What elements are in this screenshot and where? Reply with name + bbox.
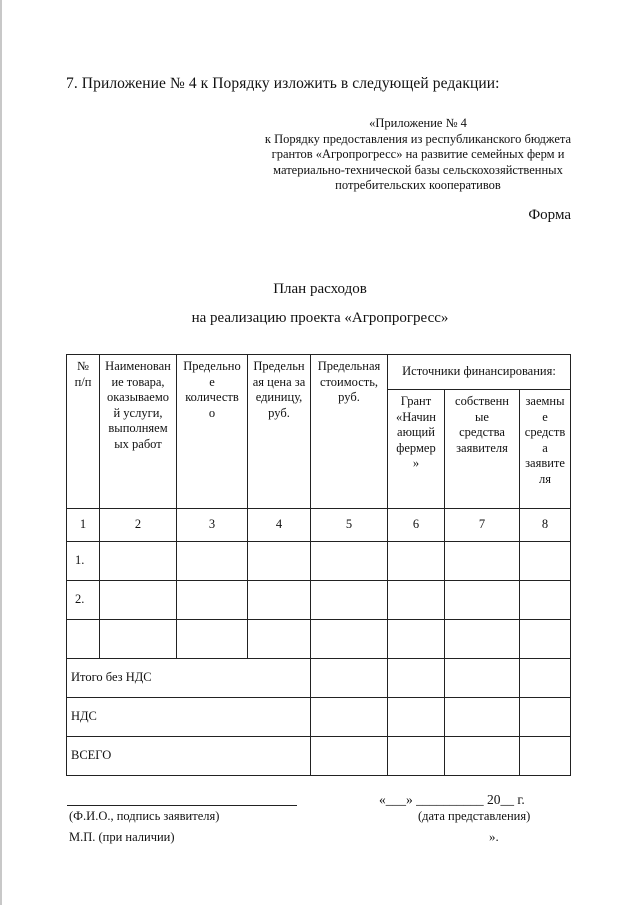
closing-quote: ».: [489, 829, 499, 844]
vat-label: НДС: [67, 698, 311, 737]
header-own-funds: собственн ые средства заявителя: [445, 390, 520, 509]
table-cell[interactable]: [520, 698, 571, 737]
table-row: [67, 620, 571, 659]
table-row: [67, 542, 571, 581]
table-cell[interactable]: [445, 620, 520, 659]
table-cell[interactable]: [445, 737, 520, 776]
table-cell[interactable]: [520, 620, 571, 659]
header-funding-sources: Источники финансирования:: [388, 355, 571, 390]
row-number: 2.: [67, 581, 100, 620]
date-caption: (дата представления): [418, 809, 531, 823]
table-cell[interactable]: [445, 698, 520, 737]
total-row: [67, 698, 571, 737]
column-number: 6: [388, 509, 445, 542]
document-title: План расходов: [273, 281, 367, 297]
table-cell[interactable]: [248, 542, 311, 581]
column-number: 1: [67, 509, 100, 542]
column-number: 5: [311, 509, 388, 542]
row-number: [67, 620, 100, 659]
column-number: 3: [177, 509, 248, 542]
table-cell[interactable]: [177, 620, 248, 659]
intro-paragraph: 7. Приложение № 4 к Порядку изложить в следующей редакции:: [66, 75, 500, 92]
table-cell[interactable]: [177, 581, 248, 620]
table-cell[interactable]: [388, 620, 445, 659]
header-loan-funds: заемны е средств а заявите ля: [520, 390, 571, 509]
table-cell[interactable]: [248, 581, 311, 620]
table-cell[interactable]: [311, 659, 388, 698]
signature-caption: (Ф.И.О., подпись заявителя): [69, 809, 220, 823]
header-name: Наименован ие товара, оказываемо й услуги, выполняем ых работ: [100, 355, 177, 509]
total-row: [67, 737, 571, 776]
column-number: 4: [248, 509, 311, 542]
column-number: 2: [100, 509, 177, 542]
appendix-header: [248, 116, 588, 194]
table-cell[interactable]: [311, 698, 388, 737]
appendix-line: к Порядку предоставления из республиканского бюджета: [264, 131, 572, 146]
table-cell[interactable]: [520, 737, 571, 776]
scan-edge: [0, 0, 2, 905]
date-field: «___» __________ 20__ г.: [379, 792, 525, 807]
header-unit-price: Предельн ая цена за единицу, руб.: [248, 355, 311, 509]
appendix-line: потребительских кооперативов: [335, 178, 501, 192]
table-cell[interactable]: [445, 542, 520, 581]
table-cell[interactable]: [445, 659, 520, 698]
header-grant: Грант «Начин ающий фермер »: [388, 390, 445, 509]
form-label: Форма: [528, 207, 571, 223]
total-row: [67, 659, 571, 698]
table-cell[interactable]: [100, 542, 177, 581]
table-cell[interactable]: [248, 620, 311, 659]
table-cell[interactable]: [100, 620, 177, 659]
table-cell[interactable]: [311, 542, 388, 581]
header-quantity: Предельно е количеств о: [177, 355, 248, 509]
table-cell[interactable]: [388, 659, 445, 698]
table-cell[interactable]: [177, 542, 248, 581]
table-cell[interactable]: [311, 620, 388, 659]
header-num: № п/п: [67, 355, 100, 509]
row-number: 1.: [67, 542, 100, 581]
table-cell[interactable]: [100, 581, 177, 620]
stamp-caption: М.П. (при наличии): [69, 830, 175, 844]
table-cell[interactable]: [445, 581, 520, 620]
table-cell[interactable]: [388, 737, 445, 776]
column-number-row: [67, 509, 571, 542]
document-subtitle: на реализацию проекта «Агропрогресс»: [191, 310, 449, 326]
table-row: [67, 581, 571, 620]
table-cell[interactable]: [520, 542, 571, 581]
table-cell[interactable]: [388, 698, 445, 737]
table-cell[interactable]: [388, 542, 445, 581]
column-number: 7: [445, 509, 520, 542]
total-without-vat-label: Итого без НДС: [67, 659, 311, 698]
table-cell[interactable]: [311, 737, 388, 776]
table-cell[interactable]: [520, 581, 571, 620]
table-cell[interactable]: [520, 659, 571, 698]
header-cost: Предельная стоимость, руб.: [311, 355, 388, 509]
appendix-title: «Приложение № 4: [369, 116, 467, 130]
appendix-line: материально-технической базы сельскохозяйственных: [273, 162, 563, 177]
expense-plan-table: [66, 354, 571, 776]
signature-line: [67, 805, 297, 806]
table-cell[interactable]: [311, 581, 388, 620]
column-number: 8: [520, 509, 571, 542]
grand-total-label: ВСЕГО: [67, 737, 311, 776]
table-cell[interactable]: [388, 581, 445, 620]
appendix-line: грантов «Агропрогресс» на развитие семейных ферм и: [271, 147, 565, 161]
